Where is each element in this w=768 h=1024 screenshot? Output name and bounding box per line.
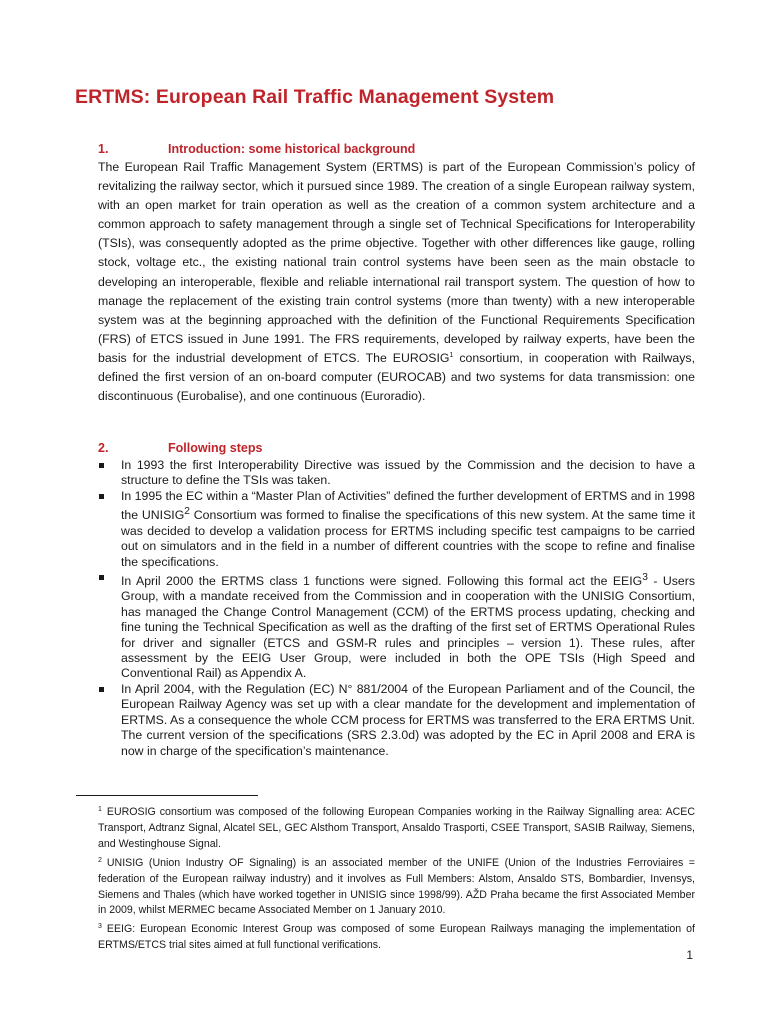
footnote-text: EUROSIG consortium was composed of the following European Companies working in the Railway Signalling area: ACEC Transport, Adtranz Signal, Alcatel SEL, GEC Alsthom Transport, Ansaldo Trasporti, CSEE Transport, SASIB Railway, Siemens, and Westinghouse Signal. — [98, 806, 695, 850]
page-number: 1 — [686, 948, 693, 962]
list-item — [98, 682, 695, 759]
bullet-icon — [99, 575, 104, 580]
footnote-ref: 1 — [449, 351, 454, 359]
footnote — [98, 919, 695, 954]
section-heading — [98, 440, 695, 457]
section-number: 2. — [98, 441, 109, 455]
footnote-ref: 3 — [642, 571, 648, 583]
bullet-icon — [99, 687, 104, 692]
list-item-text: In April 2000 the ERTMS class 1 functions were signed. Following this formal act the EEIG — [121, 574, 643, 589]
list-item-text: - Users Group, with a mandate received from the Commission and in cooperation with the UNISIG Consortium, has managed the Change Control Management (CCM) of the ERTMS process updating, checking and fine tuning the Technical Specification as well as the drafting of the first set of ERTMS Operational Rules for driver and signaller (ETCS and GSM-R rules and principles – version 1). These rules, after assessment by the EEIG User Group, were included in both the OPE TSIs (High Speed and Conventional Rail) as Appendix A. — [121, 574, 695, 681]
section-title: Following steps — [168, 441, 263, 455]
bullet-icon — [99, 494, 104, 499]
footnote-number: 2 — [98, 856, 102, 864]
section-number: 1. — [98, 142, 109, 156]
page-title: ERTMS: European Rail Traffic Management System — [75, 86, 555, 108]
list-item-text: Consortium was formed to finalise the specifications of this new system. At the same time it was decided to develop a validation process for ERTMS including specific test campaigns to be carried out on simulators and in the field in a number of different countries with the scope to refine and finalise the specifications. — [121, 508, 695, 569]
footnote-number: 3 — [98, 923, 102, 931]
steps-list — [98, 458, 695, 759]
list-item-text: In 1993 the first Interoperability Directive was issued by the Commission and the decision to have a structure to define the TSIs was taken. — [121, 458, 695, 488]
footnote-divider — [76, 795, 258, 796]
section-heading — [98, 141, 695, 158]
list-item — [98, 458, 695, 489]
intro-paragraph — [98, 158, 695, 406]
bullet-icon — [99, 463, 104, 468]
footnote-text: UNISIG (Union Industry OF Signaling) is an associated member of the UNIFE (Union of the Industries Ferroviaires = federation of the European railway industry) and it involves as Full Members: Alstom, Ansaldo STS, Bombardier, Invensys, Siemens and Thales (which have worked together in UNISIG since 1998/99). AŽD Praha became the first Associated Member in 2009, whilst MERMEC became Associated Member on 1 January 2010. — [98, 856, 695, 917]
list-item-text: In April 2004, with the Regulation (EC) N° 881/2004 of the European Parliament and of the Council, the European Railway Agency was set up with a clear mandate for the development and implementation of ERTMS. As a consequence the whole CCM process for ERTMS was transferred to the ERA ERTMS Unit. The current version of the specifications (SRS 2.3.0d) was adopted by the EC in April 2008 and ERA is now in charge of the specification’s maintenance. — [121, 681, 695, 758]
footnote-ref: 2 — [184, 506, 190, 518]
footnote-number: 1 — [98, 806, 102, 813]
section-introduction — [98, 141, 695, 406]
section-title: Introduction: some historical background — [168, 142, 416, 156]
intro-text-part: The European Rail Traffic Management System (ERTMS) is part of the European Commission’s policy of revitalizing the railway sector, which it pursued since 1989. The creation of a single European railway system, with an open market for train operation as well as the creation of a common system architecture and a common approach to safety management through a single set of Technical Specifications for Interoperability (TSIs), was consequently adopted as the prime objective. Together with other differences like gauge, rolling stock, voltage etc., the existing national train control systems have been seen as the main obstacle to developing an interoperable, flexible and reliable international rail transport system. The question of how to manage the replacement of the existing train control systems (more than twenty) with a new interoperable system was at the beginning approached with the definition of the Functional Requirements Specification (FRS) of ETCS issued in June 1991. The FRS requirements, developed by railway experts, have been the basis for the industrial development of ETCS. The EUROSIG — [98, 160, 695, 365]
footnote — [98, 802, 695, 853]
section-following-steps — [98, 440, 695, 759]
list-item — [98, 570, 695, 682]
intro-text-part: consortium, in cooperation with Railways, defined the first version of an on-board computer (EUROCAB) and two systems for data transmission: one discontinuous (Eurobalise), and one continuous (Euroradio). — [98, 350, 695, 404]
list-item — [98, 489, 695, 570]
footnote-text: EEIG: European Economic Interest Group was composed of some European Railways managing the implementation of ERTMS/ETCS trial sites aimed at full functional verifications. — [98, 923, 695, 952]
footnote — [98, 853, 695, 920]
footnotes — [98, 802, 695, 954]
list-item-text: In 1995 the EC within a “Master Plan of Activities” defined the further development of ERTMS and in 1998 the UNISIG — [121, 488, 695, 523]
